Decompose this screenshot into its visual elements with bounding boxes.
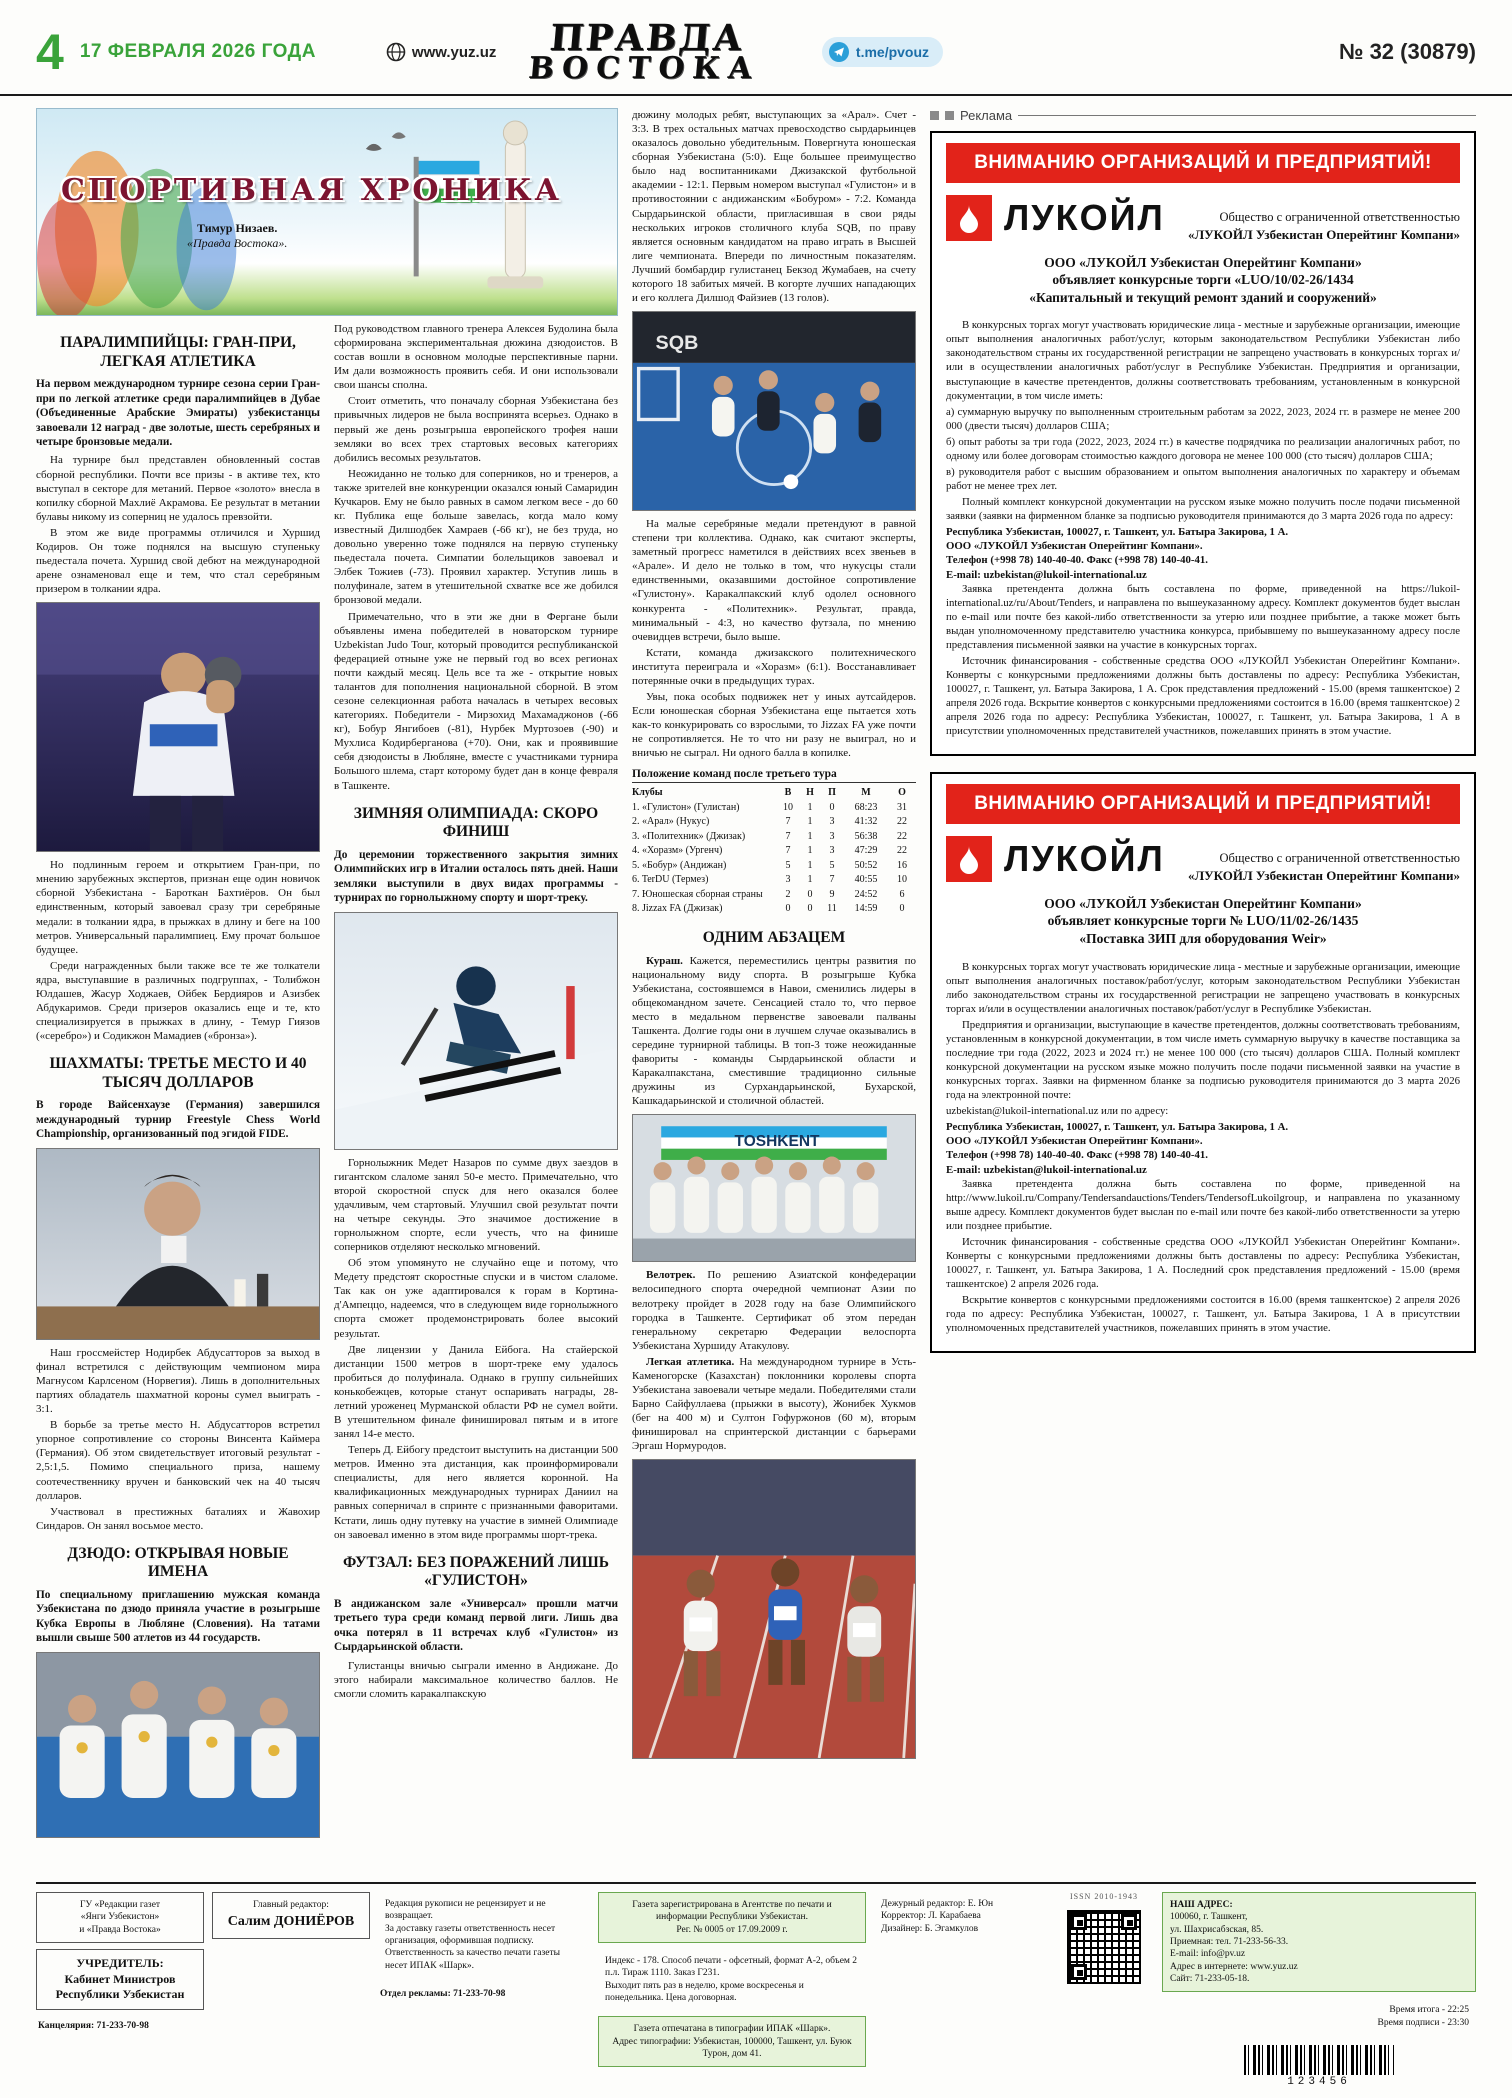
website-link[interactable] [386,42,496,62]
ad-paragraph[interactable]: uzbekistan@lukoil-international.uz или по адресу: [946,1104,1169,1117]
svg-text:SQB: SQB [655,331,699,354]
article-paragraph: В этом же виде программы отличился и Хуршид Кодиров. Он тоже поднялся на высшую ступеньку пьедестала почета. Хуршид свой дебют на международной арене ознаменовал еще и тем, что стал серебряным призером в толкании ядра. [36,526,320,596]
sports-chronicle-banner [36,108,618,316]
table-row: 4. «Хоразм» (Ургенч) 7 1 3 47:29 22 [632,845,907,857]
col-header-wins: В [784,787,792,799]
ad-paragraph: а) суммарную выручку по выполненным строительным работам за 2022, 2023, 2024 гг. в размере не менее 200 000 (двести тысяч) долларов США; [946,405,1460,432]
col-header-points: О [898,787,906,799]
footer-publisher-block [36,1892,204,2089]
photo-kurash-team [632,1114,916,1262]
ad-paragraph: Источник финансирования - собственные средства ООО «ЛУКОЙЛ Узбекистан Оперейтинг Компани». Конверты с конкурсными предложениями должны быть доставлены по адресу: Республика Узбекистан, 100027, г. Ташкент, ул. Батыра Закирова, 1 А. Последний срок представления предложений - 15.00 (время ташкентское) 2 апреля 2026 года. [946,1236,1460,1291]
page-footer [36,1882,1476,2089]
lukoil-drop-icon [946,195,992,241]
times-cell: Время итога - 22:25 Время подписи - 23:30 [1377,2005,1469,2028]
barcode-digits: 123456 [1287,2076,1351,2089]
footer-address-block [1162,1892,1476,2089]
col-header-club: Клубы [632,787,663,799]
printing-house-cell: Газета отпечатана в типографии ИПАК «Шарк». Адрес типографии: Узбекистан, 100000, Ташкент, ул. Буюк Турон, дом 41. [598,2016,866,2067]
article-lead: В городе Вайсенхаузе (Германия) завершился международный турнир Freestyle Chess World Championship, организованный под эгидой FIDE. [36,1099,320,1141]
telegram-handle: t.me/pvouz [855,44,930,60]
banner-byline [187,221,287,251]
ad-email[interactable]: E-mail: uzbekistan@lukoil-international.uz [946,568,1147,581]
page-number: 4 [36,24,64,80]
article-paragraph: Участвовал в престижных баталиях и Жавохир Синдаров. Он занял восьмое место. [36,1505,320,1532]
tender-announcement: ООО «ЛУКОЙЛ Узбекистан Оперейтинг Компани» объявляет конкурсные торги № LUO/11/02-26/1435 «Поставка ЗИП для оборудования Weir» [1044,895,1362,947]
ad-paragraph: в) руководителя работ с высшим образованием и опытом выполнения аналогичных по характеру и объемам работ не менее трех лет. [946,465,1460,492]
columns-1-2 [36,108,618,1872]
article-paragraph: Наш гроссмейстер Нодирбек Абдусатторов за выход в финал встретился с действующим чемпионом мира Магнусом Карлсеном (Норвегия). Лишь в дополнительных партиях обладатель шахматной короны сумел выиграть - 3:1. [36,1346,320,1416]
advertising-column [930,108,1476,1864]
issue-date: 17 ФЕВРАЛЯ 2026 ГОДА [79,41,316,62]
article-paragraph: Гулистанцы вничью сыграли именно в Андижане. До этого набирали максимальное количество баллов. Не смогли сломить каракалпакскую [334,1659,618,1700]
masthead-line2: ВОСТОКА [527,50,763,86]
website-url: www.yuz.uz [411,43,497,61]
footer-notes-block [378,1892,590,2089]
headline-paralympics: ПАРАЛИМПИЙЦЫ: ГРАН-ПРИ, ЛЕГКАЯ АТЛЕТИКА [60,334,296,370]
ad-paragraph: Заявка претендента должна быть составлена по форме, приведенной на http://www.lukoil.ru/Company/Tendersandauctions/Tenders/TendersofLukoilgroup, и направлена по указанному выше адресу. Комплект документов будет выслан по e-mail или почте без какой-либо ответственности за утерю или позднее прибытие. [946,1177,1460,1232]
article-paragraph: Неожиданно не только для соперников, но и тренеров, а также зрителей вне конкуренции оказался юный Самаридин Кучкаров. Ему не было равных в самом легком весе - до 60 кг. Публика еще больше завелась, когда мало кому известный Дилшодбек Хамраев (-66 кг), не без труда, но довольно уверенно тоже поднялся на первую ступеньку пьедестала почета. Симпатии болельщиков завоевал и Элбек Тожиев (-73). Проявил характер. Уступив лишь в полуфинале, затем в утешительной схватке все же добился бронзовой медали. [334,467,618,607]
publisher-cell: ГУ «Редакции газет «Янги Узбекистон» и «Правда Востока» [36,1892,204,1943]
staff-cell: Дежурный редактор: Е. Юн Корректор: Л. Карабаева Дизайнер: Б. Эгамкулов [881,1899,994,1934]
article-paragraph: Теперь Д. Ейбогу предстоит выступить на дистанции 500 метров. Именно эта дистанция, как проинформировали специалисты, для него является коронной. На квалификационных международных турнирах Даниил на равных соперничал в спринте с признанными фаворитами. Кстати, лишь одну путевку на участие в зимней Олимпиаде он завоевал именно в этом виде программы шорт-трека. [334,1444,618,1541]
issue-number: № 32 (30879) [1338,39,1476,64]
article-paragraph: Две лицензии у Данила Ейбога. На стайерской дистанции 1500 метров в шорт-треке ему удалось пробиться до полуфинала. Однако в группу сильнейших конькобежцев, которые станут оспаривать награды, 28-летний уроженец Мурманской области РФ не сумел войти. В утешительном финале финишировал пятым и в итоге занял 14-е место. [334,1343,618,1441]
article-lead: В андижанском зале «Универсал» прошли матчи третьего тура среди команд первой лиги. Лишь два очка потерял в 11 встречах клуб «Гулистон» из Сырдарьинской области. [334,1597,618,1654]
table-row: 8. Jizzax FA (Джизак) 0 0 11 14:59 0 [632,903,905,915]
lukoil-tender-ad-1 [930,131,1476,756]
article-paragraph: дюжину молодых ребят, выступающих за «Арал». Счет - 3:3. В трех остальных матчах превосходство сырдарьинцев оказалось довольно убедительным. Повергнута юношеская сборная Узбекистана (5:0). Еще большее преимущество было над воспитанниками Джизакской футбольной академии - 12:1. Первым номером выступал «Гулистон» и в противостоянии с андижанским «Бобуром» - 7:2. Команда Сырдарьинской области, пригласившая в свои ряды нескольких игроков столичного клуба SQB, по праву является основным кандидатом на право играть в Высшей лиге чемпионата. Впереди по личностным показателям. Лучший бомбардир гулистанец Бекзод Жумабаев, на счету которого 18 забитых мячей. В когорте лучших нападающих и его коллега Дилшод Файзиев (13 голов). [632,109,916,305]
page-header [0,0,1512,96]
globe-icon [386,42,406,62]
footer-editor-block [212,1892,370,2089]
ad-company: ООО «ЛУКОЙЛ Узбекистан Оперейтинг Компани». [946,1135,1203,1148]
ad-address: Республика Узбекистан, 100027, г. Ташкент, ул. Батыра Закирова, 1 А. [946,525,1289,538]
col-header-goals: М [861,787,871,799]
standings-table [632,768,916,917]
article-lead: До церемонии торжественного закрытия зимних Олимпийских игр в Италии осталось пять дней. Наши земляки выступили в двух видах программы - турнирах по горнолыжному спорту и шорт-треку. [334,848,618,905]
athletics-label: Легкая атлетика. [646,1355,735,1368]
footer-web[interactable]: Адрес в интернете: www.yuz.uz [1170,1961,1298,1972]
table-row: 7. Юношеская сборная страны 2 0 9 24:52 6 [632,888,905,900]
ad-paragraph: Полный комплект конкурсной документации на русском языке можно получить после подачи письменной заявки (заявки на фирменном бланке за подписью руководителя принимаются до 3 марта 2026 года по адресу: [946,495,1460,522]
square-icon [930,111,939,120]
article-paragraph: Под руководством главного тренера Алексея Будолина была сформирована экспериментальная дюжина дзюдоистов. В состав вошли в основном молодые перспективные парни. Им дали возможность проявить себя. И они использовали свои шансы сполна. [334,323,618,392]
kurash-label: Кураш. [646,954,683,967]
photo-track-runners [632,1459,916,1759]
lukoil-company-lines [1188,195,1460,244]
column-3 [632,108,916,1864]
masthead-line1: ПРАВДА [548,16,747,59]
photo-futsal-match [632,311,916,511]
table-row: 1. «Гулистон» (Гулистан) 10 1 0 68:23 31 [632,801,907,813]
ad-paragraph: Вскрытие конвертов с конкурсными предложениями состоится в 16.00 (время ташкентское) 2 апреля 2026 года по адресу: Республика Узбекистан, 100027, г. Ташкент, ул. Батыра Закирова, 1 А в присутствии уполномоченных представителей участников, пожелавших принять в этом участие. [946,1294,1460,1335]
qr-code [1067,1910,1141,1984]
footer-registration-block [598,1892,866,2089]
article-paragraph: Примечательно, что в эти же дни в Фергане были объявлены имена победителей в новаторском турнире Uzbekistan Judo Tour, который проводится республиканской федерацией отныне уже не первый год во всех регионах почти каждый месяц. Цель все та же - открытие новых талантов для пополнения национальной сборной. В этом сезоне селекционная работа началась в четырех весовых категориях. Победители - Мирзохид Махамаджонов (-66 кг), Бобур Янгибоев (-81), Нурбек Муртозоев (-90) и Мухлиса Кодирберганова (+70). Они, как и проявившие себя дзюдоисты в Любляне, вместе с участниками турнира Большого шлема, старт которому будет дан в конце февраля в Ташкенте. [334,610,618,792]
article-paragraph: Горнолыжник Медет Назаров по сумме двух заездов в гигантском слаломе занял 50-е место. Примечательно, что второй скоростной спуск для него оказался более удачливым, чем стартовый. Улучшил свой результат почти на четыре секунды. Это значимое достижение в горнолыжном спорте, если учесть, что на финише соперников отделяют несколько мгновений. [334,1156,618,1254]
lukoil-logo-row [946,836,1460,885]
lukoil-brand-name: ЛУКОЙЛ [1004,838,1165,880]
ad-phone: Телефон (+998 78) 140-40-40. Факс (+998 78) 140-40-41. [946,554,1208,567]
headline-futsal: ФУТЗАЛ: БЕЗ ПОРАЖЕНИЙ ЛИШЬ «ГУЛИСТОН» [342,1553,609,1590]
ad-paragraph: В конкурсных торгах могут участвовать юридические лица - местные и зарубежные организации, имеющие опыт выполнения аналогичных поставок/работ/услуг, которым законодательством Республики Узбекистан либо законодательством страны их государственной регистрации не запрещено участвовать в конкурсных торгах и/или в осуществлении аналогичных поставок/работ/услуг в Республике Узбекистан. [946,960,1460,1015]
footer-qr-block [1054,1892,1154,2089]
article-paragraph: Легкая атлетика. На международном турнире в Усть-Каменогорске (Казахстан) поклонники королевы спорта Узбекистана завоевали четыре медали. Победителями стали Барно Сайфуллаева (прыжки в высоту), Жонибек Хукмов (бег на 400 м) и Султон Гофуржонов (60 м), вторым финишировал на спринтерской дистанции с барьерами Эргаш Нормуродов. [632,1355,916,1453]
table-row: 5. «Бобур» (Андижан) 5 1 5 50:52 16 [632,859,907,871]
ad-address: Республика Узбекистан, 100027, г. Ташкент, ул. Батыра Закирова, 1 А. [946,1120,1289,1133]
ad-email[interactable]: E-mail: uzbekistan@lukoil-international.uz [946,1163,1147,1176]
ad-paragraph: В конкурсных торгах могут участвовать юридические лица - местные и зарубежные организации, имеющие опыт выполнения аналогичных работ/услуг, которым законодательством Республики Узбекистан либо законодательством страны их государственной регистрации не запрещено участвовать в конкурсных торгах и/или в осуществлении аналогичных работ/услуг в Республике Узбекистан. Предприятия и организации, выступающие в качестве претендентов, должны соответствовать требованиям, установленным в конкурсной документации, в том числе иметь: [946,319,1460,402]
barcode [1162,2041,1476,2089]
headline-judo: ДЗЮДО: ОТКРЫВАЯ НОВЫЕ ИМЕНА [67,1544,289,1581]
lukoil-drop-icon [946,836,992,882]
photo-shot-put-athlete [36,602,320,852]
article-paragraph: На турнире был представлен обновленный состав сборной республики. Почти все призы - в активе тех, кто выступал в секторе для метаний. Первое «золото» внесла в копилку сборной Махлиё Акрамова. Ее результат в метании булавы никому из соперниц не удалось превзойти. [36,454,320,523]
registration-cell: Газета зарегистрирована в Агентстве по печати и информации Республики Узбекистан. Рег. № 0005 от 17.09.2009 г. [598,1892,866,1943]
article-lead: На первом международном турнире сезона серии Гран-при по легкой атлетике среди паралимпийцев в Дубае (Объединенные Арабские Эмираты) узбекистанцы завоевали 12 наград - две золотые, шесть серебряных и четыре бронзовые медали. [36,378,320,448]
banner-byline-author: Тимур Низаев. [197,221,278,235]
photo-alpine-skier [334,912,618,1150]
article-paragraph: Стоит отметить, что поначалу сборная Узбекистана без привычных лидеров не была воспринята всерьез. Однако в первый же день розыгрыша европейского трофея наши земляки во всех трех стартовых весовых категориях добились весомых результатов. [334,395,618,464]
article-paragraph: В борьбе за третье место Н. Абдусатторов встретил упорное сопротивление со стороны Винсента Каймера (Германия). Об этом свидетельствует итоговый результат - 2,5:1,5. Помимо специального приза, нашему соотечественнику вручен и банковский чек на 40 тысяч долларов. [36,1419,320,1502]
ad-phone: Телефон (+998 78) 140-40-40. Факс (+998 78) 140-40-41. [946,1149,1208,1162]
headline-winter-olympics: ЗИМНЯЯ ОЛИМПИАДА: СКОРО ФИНИШ [353,804,599,841]
article-paragraph: Среди награжденных были также все те же толкатели ядра, выступавшие в различных подгруппах, - Толибжон Юлдашев, Жасур Ходжаев, Ойбек Бердияров и Азизбек Абдукаримов. Среди призеров оказались еще и те, кто специализируется в прыжках в длину, - Темур Гиязов («серебро») и Содикжон Мамадиев («бронза»). [36,959,320,1043]
address-cell: НАШ АДРЕС: 100060, г. Ташкент, ул. Шахрисабзская, 85. Приемная: тел. 71-233-56-33. E-mail: info@pv.uz Адрес в интернете: www.yuz.uz Сайт: 71-233-05-18. [1162,1892,1476,1992]
headline-one-paragraph: ОДНИМ АБЗАЦЕМ [702,928,846,946]
article-paragraph: Но подлинным героем и открытием Гран-при, по мнению зарубежных экспертов, признан еще один новичок сборной Узбекистана - Бароткан Бахтиёров. Он был единственным, который завоевал сразу три серебряные медали: в толкании ядра, в прыжках в длину и беге на 100 метров. Универсальный паралимпиец. Ему прочат большое будущее. [36,859,320,956]
banner-byline-paper: «Правда Востока». [187,236,288,250]
article-lead: По специальному приглашению мужская команда Узбекистана по дзюдо приняла участие в розыгрыше Кубка Европы в Любляне (Словения). На татами вышли свыше 500 атлетов из 44 государств. [36,1589,320,1645]
company-line1: Общество с ограниченной ответственностью [1219,210,1460,224]
article-paragraph: Велотрек. По решению Азиатской конфедерации велосипедного спорта очередной чемпионат Азии по велотреку пройдет в 2028 году на базе Олимпийского городка в Ташкенте. Сертификат об этом передан генеральному секретарю Федерации велоспорта Узбекистана Хуршиду Атакулову. [632,1269,916,1352]
photo-judo-medalists [36,1652,320,1838]
article-paragraph: Кстати, команда джизакского политехнического института переиграла и «Хоразм» (6:1). Восстанавливает потерянные очки в предыдущих турах. [632,646,916,687]
telegram-badge[interactable] [822,37,943,67]
print-info-cell: Индекс - 178. Способ печати - офсетный, формат А-2, объем 2 п.л. Тираж 1110. Заказ Г231. Выходит пять раз в неделю, кроме воскресенья и понедельника. Цена договорная. [605,1956,858,2004]
col-header-losses: П [828,787,836,799]
banner-illustration [37,109,617,316]
footer-email[interactable]: E-mail: info@pv.uz [1170,1949,1246,1960]
standings-table-title: Положение команд после третьего тура [632,768,916,783]
ads-section-label [930,108,1476,123]
masthead [527,16,765,86]
velotrack-label: Велотрек. [646,1269,696,1282]
editorial-notes: Редакция рукописи не рецензирует и не возвращает. За доставку газеты ответственность несет организация, оформившая подписку. Ответственность за качество печати газеты несет ИПАК «Шарк». [385,1899,561,1971]
headline-chess: ШАХМАТЫ: ТРЕТЬЕ МЕСТО И 40 ТЫСЯЧ ДОЛЛАРОВ [49,1055,307,1091]
ad-paragraph: Заявка претендента должна быть составлена по форме, приведенной на https://lukoil-international.uz/ru/About/Tenders, и направлена по вышеуказанному адресу. Комплект документов будет выслан по e-mail или почте без какой-либо ответственности за утерю или позднее прибытие, а также может быть выдан уполномоченному представителю участника конкурса, прибывшему по вышеуказанному адресу после представления письменной заявки на участие в конкурсных торгах. [946,582,1460,651]
lukoil-tender-ad-2 [930,772,1476,1353]
ad-paragraph: Источник финансирования - собственные средства ООО «ЛУКОЙЛ Узбекистан Оперейтинг Компани». Конверты с конкурсными предложениями должны быть доставлены по адресу: Республика Узбекистан, 100027, г. Ташкент, ул. Батыра Закирова, 1 А. Срок представления предложений - 15.00 (время ташкентское) 2 апреля 2026 года. Вскрытие конвертов с конкурсными предложениями состоится в 16.00 (время ташкентское) 2 апреля 2026 года по адресу: Республика Узбекистан, 100027, г. Ташкент, ул. Батыра Закирова, 1 А в присутствии уполномоченных представителей участников, пожелавших принять в этом участие. [946,654,1461,738]
photo-chess-player [36,1148,320,1340]
company-line1: Общество с ограниченной ответственностью [1219,851,1460,866]
article-paragraph: Об этом упомянуто не случайно еще и потому, что Медету предстоят скоростные спуски и в чистом слаломе. Так как он уже адаптировался к горам в Кортина-д'Ампеццо, надеемся, что в следующем виде горнолыжного спорта сможет продемонстрировать более высокий результат. [334,1257,618,1340]
col-header-draws: Н [806,787,814,799]
lukoil-logo-row [946,195,1460,244]
company-line2: «ЛУКОЙЛ Узбекистан Оперейтинг Компани» [1187,868,1460,884]
ads-label-text: Реклама [960,108,1013,123]
attention-banner: ВНИМАНИЮ ОРГАНИЗАЦИЙ И ПРЕДПРИЯТИЙ! [946,143,1460,183]
office-phone: Канцелярия: 71-233-70-98 [38,2020,149,2031]
lukoil-brand-name: ЛУКОЙЛ [1004,197,1165,238]
article-paragraph: Кураш. Кажется, переместились центры развития по национальному виду спорта. В розыгрыше Кубка Узбекистана, состоявшемся в Навои, сменились лидеры в общекомандном зачете. Сенсацией стало то, что первое место в медальном первенстве завоевали палваны Ташкента. Долгие годы они в лучшем случае оказывались в середине турнирной таблицы. В топ-3 тоже неожиданные фавориты - команды Сырдарьинской области и Каракалпакстана, сместившие традиционно сильные дружины из Сурхандарьинской, Бухарской, Кашкадарьинской и столичной областей. [632,954,916,1108]
lukoil-company-lines [1188,836,1460,885]
ad-paragraph: б) опыт работы за три года (2022, 2023, 2024 гг.) в качестве подрядчика по реализации аналогичных работ, по одному или более договорам стоимостью каждого договора не менее 100 000 (сто тысяч) долларов США; [946,435,1460,462]
column-2 [334,322,618,1872]
editor-cell: Главный редактор: Салим ДОНИЁРОВ [212,1892,370,1939]
attention-banner: ВНИМАНИЮ ОРГАНИЗАЦИЙ И ПРЕДПРИЯТИЙ! [946,784,1460,824]
company-line2: «ЛУКОЙЛ Узбекистан Оперейтинг Компани» [1187,226,1460,242]
table-row: 2. «Арал» (Нукус) 7 1 3 41:32 22 [632,816,907,828]
article-paragraph: На малые серебряные медали претендуют в равной степени три коллектива. Однако, как считают эксперты, заметный прогресс наметился в действиях всех звеньев в «Арале». И дело не только в том, что нукусцы стали единственными, оказавшими достойное сопротивление «Гулистону». Каракалпакский клуб одолел основного конкурента - «Политехник». Результат, правда, минимальный - 4:3, но качество футзала, по мнению очевидцев встречи, было выше. [632,518,916,643]
square-icon [945,111,954,120]
main-content [0,96,1512,1872]
column-1 [36,322,320,1872]
ad-company: ООО «ЛУКОЙЛ Узбекистан Оперейтинг Компани». [946,540,1203,553]
ads-phone: Отдел рекламы: 71-233-70-98 [380,1989,506,2000]
footer-staff-block [874,1892,1046,2089]
articles-area [36,108,916,1872]
telegram-icon [829,42,849,62]
table-row: 6. TerDU (Термез) 3 1 7 40:55 10 [632,874,907,886]
founder-cell: УЧРЕДИТЕЛЬ: Кабинет Министров Республики Узбекистан [36,1949,204,2010]
ads-rule-line [1018,115,1476,116]
tender-announcement: ООО «ЛУКОЙЛ Узбекистан Оперейтинг Компани» объявляет конкурсные торги «LUO/10/02-26/1434 «Капитальный и текущий ремонт зданий и сооружений» [1029,254,1377,305]
svg-text:TOSHKENT: TOSHKENT [734,1133,820,1151]
banner-title: СПОРТИВНАЯ ХРОНИКА [61,173,562,208]
standings-header-row [632,786,916,801]
table-row: 3. «Политехник» (Джизак) 7 1 3 56:38 22 [632,830,907,842]
ad-paragraph: Предприятия и организации, выступающие в качестве претендентов, должны соответствовать требованиям, установленным в конкурсной документации, в том числе иметь суммарную выручку в качестве поставщика за последние три года (2022, 2023 и 2024 гг.) не менее 100 000 (сто тысяч) долларов США. Полный комплект конкурсной документации на русском языке можно получить после подачи письменной заявки на участие в конкурсных торгах. Заявки на фирменном бланке за подписью руководителя принимаются до 3 марта 2026 года на электронной почте: [946,1018,1460,1101]
article-paragraph: Увы, пока особых подвижек нет у иных аутсайдеров. Если юношеская сборная Узбекистана еще пытается хоть как-то конкурировать со взрослыми, то Jizzax FA уже почти не сопротивляется. Не то что ни разу не выиграл, но и вничью не сыграл. Ни одного балла в копилке. [632,691,916,760]
issn-number: ISSN 2010-1943 [1069,1892,1138,1901]
